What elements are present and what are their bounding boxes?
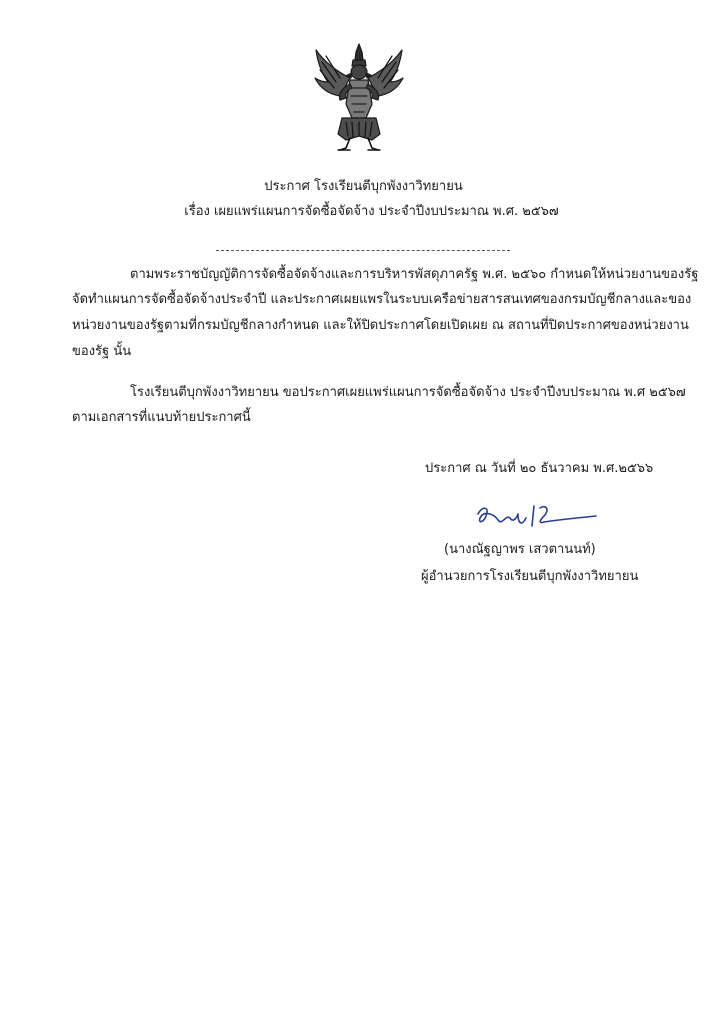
garuda-emblem-icon <box>312 42 406 152</box>
paragraph-2-line-2: ตามเอกสารที่แนบท้ายประกาศนี้ <box>72 410 251 425</box>
paragraph-1-line-3: หน่วยงานของรัฐตามที่กรมบัญชีกลางกำหนด และให้ปิดประกาศโดยเปิดเผย ณ สถานที่ปิดประกาศของหน่วยงาน <box>72 318 689 333</box>
paragraph-1-line-4: ของรัฐ นั้น <box>72 344 132 359</box>
signer-name: (นางณัฐญาพร เสวตานนท์) <box>444 542 596 557</box>
announcement-heading: ประกาศ โรงเรียนตีบุกพังงาวิทยายน <box>264 179 463 194</box>
signer-title: ผู้อำนวยการโรงเรียนตีบุกพังงาวิทยายน <box>421 569 639 584</box>
header-divider <box>216 250 510 251</box>
paragraph-1-line-2: จัดทำแผนการจัดซื้อจัดจ้างประจำปี และประกาศเผยแพรในระบบเครือข่ายสารสนเทศของกรมบัญชีกลางและของ <box>72 292 692 307</box>
paragraph-1-line-1: ตามพระราชบัญญัติการจัดซื้อจัดจ้างและการบริหารพัสดุภาครัฐ พ.ศ. ๒๕๖๐ กำหนดให้หน่วยงานของรัฐ <box>130 267 699 282</box>
paragraph-2-line-1: โรงเรียนตีบุกพังงาวิทยายน ขอประกาศเผยแพร่แผนการจัดซื้อจัดจ้าง ประจำปีงบประมาณ พ.ศ ๒๕๖๗ <box>130 385 686 400</box>
announcement-date: ประกาศ ณ วันที่ ๒๐ ธันวาคม พ.ศ.๒๕๖๖ <box>425 461 654 476</box>
announcement-subject: เรื่อง เผยแพร่แผนการจัดซื้อจัดจ้าง ประจำปีงบประมาณ พ.ศ. ๒๕๖๗ <box>184 204 559 219</box>
signature-icon <box>472 500 602 536</box>
